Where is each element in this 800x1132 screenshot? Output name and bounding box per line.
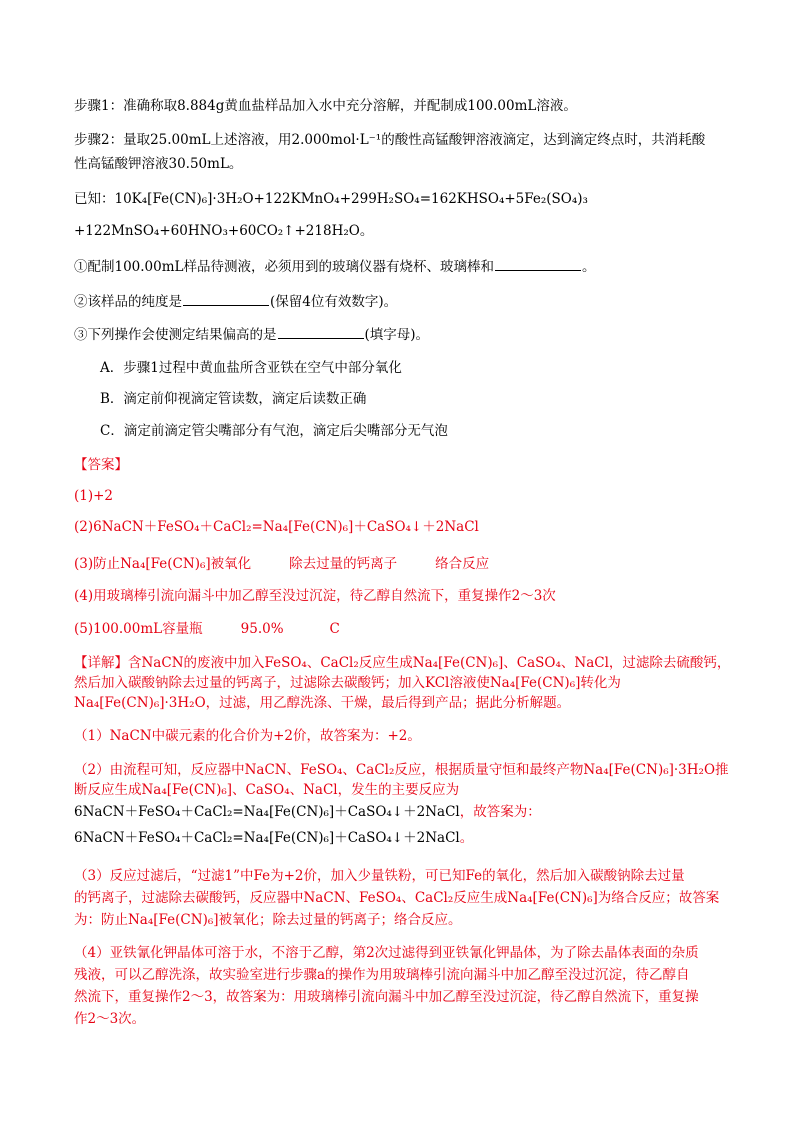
question-1-text: ①配制100.00mL样品待测液，必须用到的玻璃仪器有烧杯、玻璃棒和	[74, 259, 495, 275]
step2-text-line1: 步骤2：量取25.00mL上述溶液，用2.000mol·L⁻¹的酸性高锰酸钾溶液滴定，达到滴定终点时，共消耗酸	[74, 132, 706, 148]
question-2	[74, 292, 397, 312]
answer-blank-2[interactable]	[183, 292, 269, 306]
question-1	[74, 257, 596, 277]
answer-5-part-b: 95.0%	[240, 621, 284, 637]
detail-4-line-3: 然流下，重复操作2～3，故答案为：用玻璃棒引流向漏斗中加乙醇至没过沉淀，待乙醇自然流下，重复操	[74, 989, 699, 1005]
answer-5	[74, 620, 340, 639]
detail-3-line-1: （3）反应过滤后，“过滤1”中Fe为+2价，加入少量铁粉，可已知Fe的氧化，然后加入碳酸钠除去过量	[74, 868, 685, 884]
detail-line-3: Na₄[Fe(CN)₆]·3H₂O，过滤，用乙醇洗涤、干燥，最后得到产品；据此分析解题。	[74, 695, 571, 711]
question-3-text: ③下列操作会使测定结果偏高的是	[74, 327, 277, 343]
answer-2: (2)6NaCN＋FeSO₄＋CaCl₂=Na₄[Fe(CN)₆]＋CaSO₄↓＋2NaCl	[74, 519, 479, 535]
answer-header: 【答案】	[74, 457, 128, 473]
detail-3-line-3: 为：防止Na₄[Fe(CN)₆]被氧化；除去过量的钙离子；络合反应。	[74, 912, 462, 928]
detail-2-equation-1	[74, 803, 541, 822]
detail-2-line-2: 断反应生成Na₄[Fe(CN)₆]、CaSO₄、NaCl，发生的主要反应为	[74, 782, 460, 798]
answer-4: (4)用玻璃棒引流向漏斗中加乙醇至没过沉淀，待乙醇自然流下，重复操作2～3次	[74, 588, 556, 604]
step1-text: 步骤1：准确称取8.884g黄血盐样品加入水中充分溶解，并配制成100.00mL溶液。	[74, 98, 577, 114]
answer-5-part-c: C	[329, 621, 340, 637]
question-3	[74, 325, 429, 345]
detail-4-line-2: 残液，可以乙醇洗涤，故实验室进行步骤a的操作为用玻璃棒引流向漏斗中加乙醇至没过沉淀，待乙醇自	[74, 967, 690, 983]
question-2-tail: (保留4位有效数字)。	[270, 294, 398, 310]
question-2-text: ②该样品的纯度是	[74, 294, 182, 310]
answer-3-part-a: (3)防止Na₄[Fe(CN)₆]被氧化	[74, 556, 252, 572]
option-c: C．滴定前滴定管尖嘴部分有气泡，滴定后尖嘴部分无气泡	[100, 423, 448, 439]
equation-1: 6NaCN＋FeSO₄＋CaCl₂=Na₄[Fe(CN)₆]＋CaSO₄↓＋2NaCl	[74, 804, 460, 820]
answer-3-part-b: 除去过量的钙离子	[289, 556, 398, 572]
equation-2-tail: 。	[459, 830, 474, 846]
equation-1-tail: ，故答案为：	[459, 804, 541, 820]
equation-2: 6NaCN＋FeSO₄＋CaCl₂=Na₄[Fe(CN)₆]＋CaSO₄↓＋2NaCl	[74, 830, 460, 846]
answer-3	[74, 555, 489, 574]
answer-blank-3[interactable]	[278, 325, 364, 339]
option-b: B．滴定前仰视滴定管读数，滴定后读数正确	[100, 391, 367, 407]
answer-blank-1[interactable]	[495, 257, 581, 271]
detail-4-line-1: （4）亚铁氰化钾晶体可溶于水，不溶于乙醇，第2次过滤得到亚铁氰化钾晶体，为了除去晶体表面的杂质	[74, 945, 699, 961]
option-a: A．步骤1过程中黄血盐所含亚铁在空气中部分氧化	[100, 360, 402, 376]
question-1-tail: 。	[582, 259, 596, 275]
known-equation-line1: 已知：10K₄[Fe(CN)₆]·3H₂O+122KMnO₄+299H₂SO₄=162KHSO₄+5Fe₂(SO₄)₃	[74, 191, 588, 207]
detail-line-2: 然后加入碳酸钠除去过量的钙离子，过滤除去碳酸钙；加入KCl溶液使Na₄[Fe(CN)₆]转化为	[74, 675, 621, 691]
detail-line-1: 【详解】含NaCN的废液中加入FeSO₄、CaCl₂反应生成Na₄[Fe(CN)₆]、CaSO₄、NaCl，过滤除去硫酸钙，	[74, 655, 731, 671]
detail-4-line-4: 作2～3次。	[74, 1011, 146, 1027]
detail-3-line-2: 的钙离子，过滤除去碳酸钙，反应器中NaCN、FeSO₄、CaCl₂反应生成Na₄[Fe(CN)₆]为络合反应；故答案	[74, 890, 720, 906]
detail-2-equation-2	[74, 829, 473, 848]
question-3-tail: (填字母)。	[364, 327, 430, 343]
detail-1: （1）NaCN中碳元素的化合价为+2价，故答案为：+2。	[74, 728, 421, 744]
answer-3-part-c: 络合反应	[435, 556, 490, 572]
known-equation-line2: +122MnSO₄+60HNO₃+60CO₂↑+218H₂O。	[74, 223, 374, 239]
answer-1: (1)+2	[74, 488, 114, 504]
step2-text-line2: 性高锰酸钾溶液30.50mL。	[74, 156, 243, 172]
detail-2-line-1: （2）由流程可知，反应器中NaCN、FeSO₄、CaCl₂反应，根据质量守恒和最终产物Na₄[Fe(CN)₆]·3H₂O推	[74, 762, 729, 778]
answer-5-part-a: (5)100.00mL容量瓶	[74, 621, 203, 637]
